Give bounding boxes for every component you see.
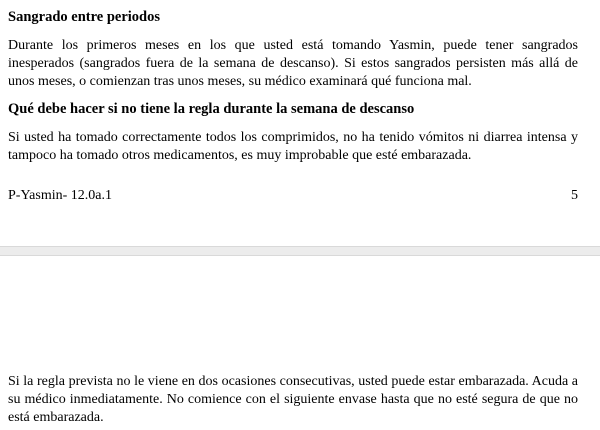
document-footer-code: P-Yasmin- 12.0a.1 (8, 188, 112, 203)
paragraph-two-missed-periods: Si la regla prevista no le viene en dos ocasiones consecutivas, usted puede estar embarazada. Acuda a su médico inmediatamente. No comience con el siguiente envase hasta que no esté segura de que no está embarazada. (8, 374, 578, 425)
section-heading-missed-period: Qué debe hacer si no tiene la regla durante la semana de descanso (8, 101, 415, 117)
paragraph-missed-period: Si usted ha tomado correctamente todos los comprimidos, no ha tenido vómitos ni diarrea intensa y tampoco ha tomado otros medicamentos, es muy improbable que esté embarazada. (8, 130, 578, 163)
section-heading-bleeding-between-periods: Sangrado entre periodos (8, 9, 160, 25)
document-page-6 (0, 256, 600, 430)
paragraph-bleeding-between-periods: Durante los primeros meses en los que usted está tomando Yasmin, puede tener sangrados inesperados (sangrados fuera de la semana de descanso). Si estos sangrados persisten más allá de unos meses, o comienzan tras unos meses, su médico examinará qué funciona mal. (8, 38, 578, 89)
page-number: 5 (571, 188, 578, 203)
page-separator (0, 246, 600, 256)
